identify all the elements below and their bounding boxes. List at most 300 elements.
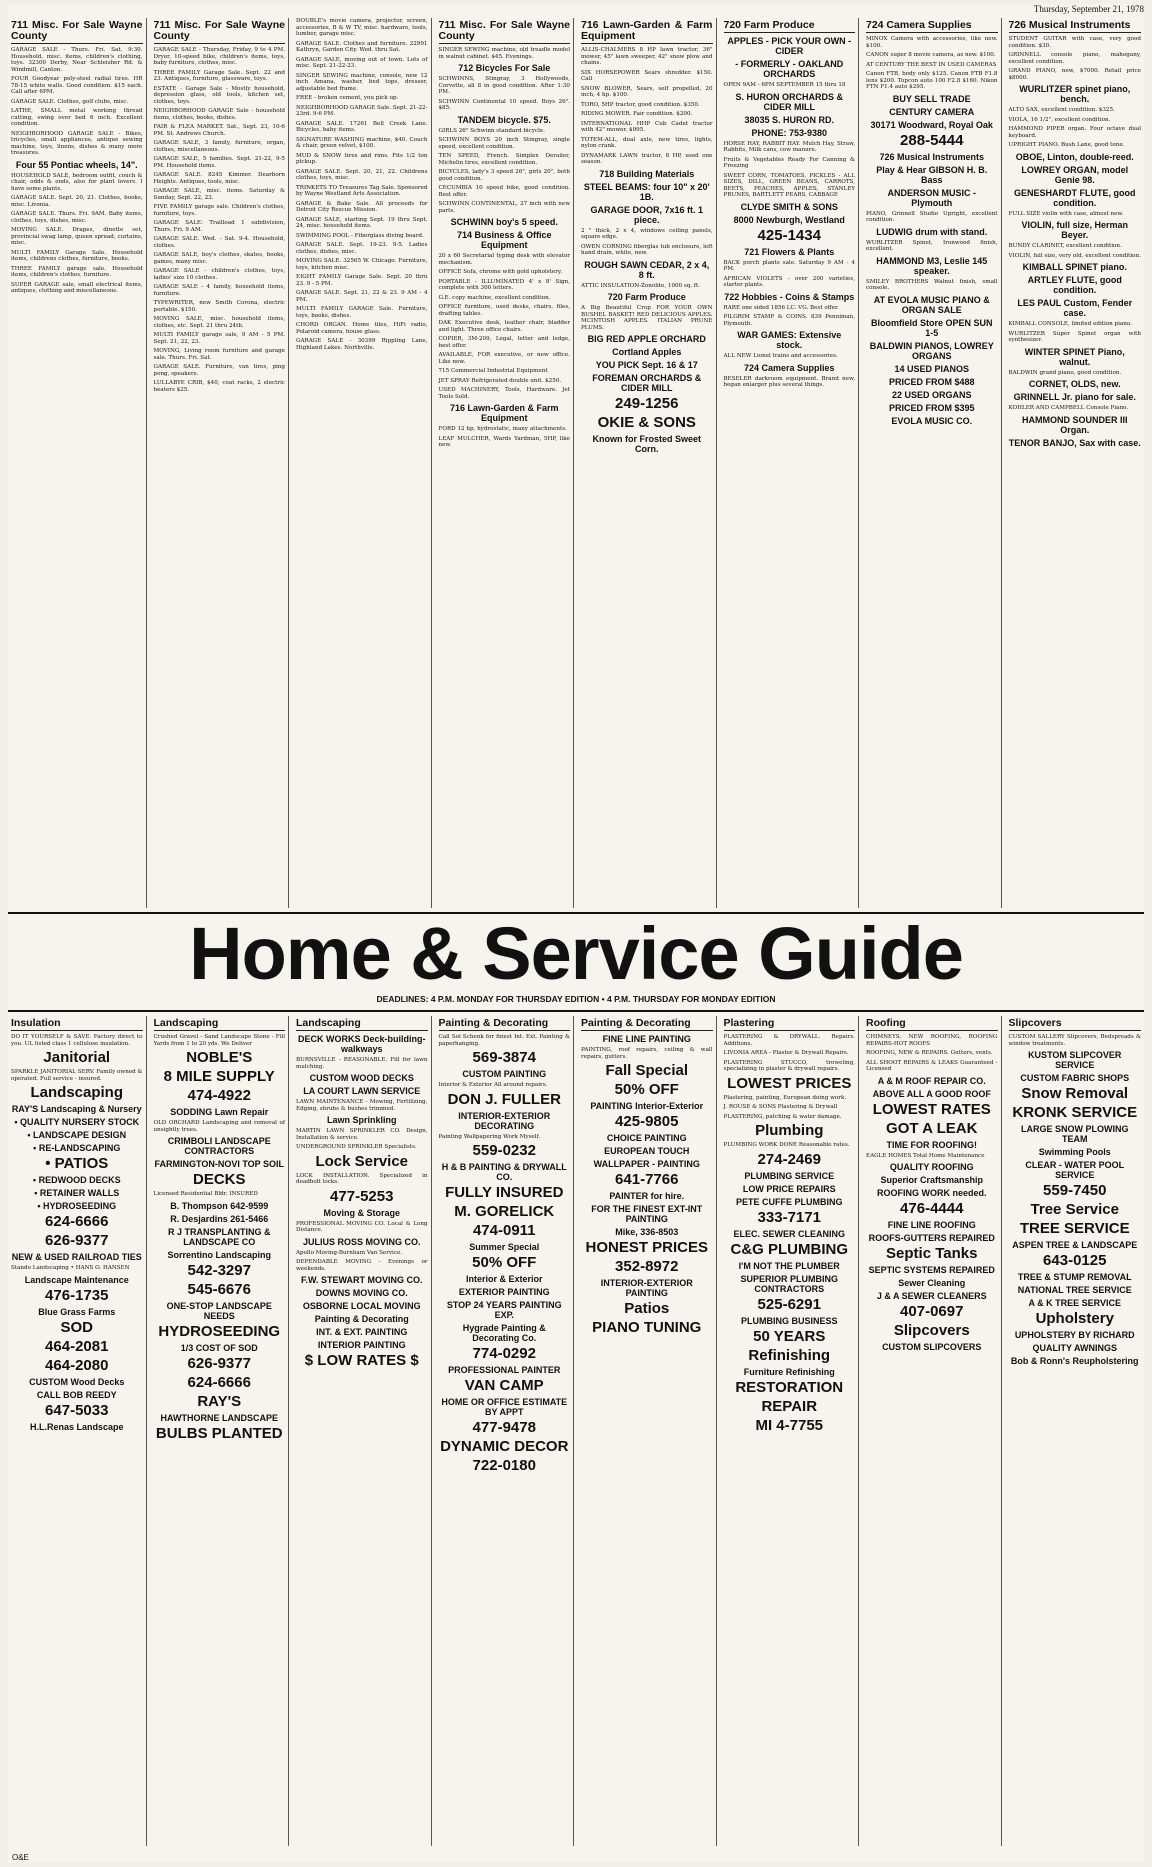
classified-ad: Landscaping [30, 1084, 123, 1101]
classified-ad: DECK WORKS Deck-building-walkways [298, 1034, 426, 1054]
classified-ad: COPIER, 3M-209, Legal, letter and ledge, best offer. [438, 336, 570, 349]
classified-ad: TRINKETS TO Treasures Tag Sale. Sponsored by Wayne Westland Arts Association. [296, 184, 428, 197]
guide-column-1 [8, 1016, 147, 1846]
classified-ad: SCHWINNS, Stingray, 3 Hollywoods, Corvette, all 8 in good condition. After 1:30 PM. [438, 76, 570, 95]
classified-ad: GRAND PIANO, new, $7000. Retail price $8000. [1008, 68, 1141, 81]
classified-ad: PORTABLE - ILLUMINATED 4' x 8' Sign, complete with 300 letters. [438, 278, 570, 291]
classified-ad: GARAGE SALE, 5 families. Sept. 21-22, 9-5 PM. Household items. [153, 156, 285, 169]
classified-ad: GARAGE & Bake Sale. All proceeds for Detroit City Rescue Mission. [296, 200, 428, 213]
classified-ad: GRINNELL Jr. piano for sale. [1013, 392, 1136, 402]
classified-ad: HAMMOND M3, Leslie 145 speaker. [876, 255, 988, 276]
classified-ad: 38035 S. HURON RD. [744, 114, 835, 125]
classified-ad: DOUBLE's movie camera, projector, screen, accessories, B & W TV, misc. hardware, tools, lumber, garage misc. [296, 18, 428, 37]
classified-ad: VAN CAMP [464, 1377, 544, 1394]
classified-ad: ALL NEW Lionel trains and accessories. [723, 353, 838, 359]
classified-ad: QUALITY ROOFING [889, 1162, 974, 1172]
classified-ad: 464-2081 [45, 1337, 109, 1355]
classified-ad: 249-1256 [615, 395, 679, 412]
classified-ad: GARAGE SALE. Wed. - Sat. 9-4. Household, clothes. [153, 236, 285, 249]
classified-ad: J. ROUSE & SONS Plastering & Drywall [723, 1104, 838, 1110]
classified-ad: Patios [624, 1300, 670, 1317]
classified-ad: 559-0232 [472, 1142, 536, 1159]
classified-ad: 425-9805 [615, 1113, 679, 1130]
classified-ad: ALL SHOOT REPAIRS & LEAKS Guaranteed - Licensed [866, 1059, 998, 1072]
classified-ad: 1/3 COST OF SOD [180, 1342, 258, 1353]
classified-ad: 30171 Woodward, Royal Oak [870, 119, 993, 130]
classified-ad: APPLES - PICK YOUR OWN - CIDER [727, 36, 852, 56]
classified-ad: ROOFS-GUTTERS REPAIRED [868, 1233, 995, 1243]
classified-ad: A Big Beautiful Crop FOR YOUR OWN BUSHEL BASKET! RED DELICIOUS APPLES. MCINTOSH APPLES. ITALIAN PRUNE PLUMS. [581, 305, 713, 331]
classified-ad: JET SPRAY Refrigerated double unit. $250. [438, 377, 562, 384]
classified-ad: GARAGE SALE. Sept. 19-23. 9-5. Ladies clothes, dishes, misc. [296, 242, 428, 255]
classified-ad: RAY'S Landscaping & Nursery [11, 1104, 142, 1114]
classified-ad: 407-0697 [900, 1303, 964, 1320]
classified-ad: SCHWINN Continental 10 speed. Boys 26". $85. [438, 98, 570, 111]
classified-ad: Summer Special [469, 1242, 540, 1252]
classified-ad: TIME FOR ROOFING! [886, 1139, 977, 1150]
category-heading: Roofing [866, 1018, 998, 1031]
classified-ad: STUDENT GUITAR with case, very good condition. $30. [1008, 36, 1141, 49]
classified-ad: GIRLS 26" Schwinn standard bicycle. [438, 127, 545, 134]
classified-ad: 726 Musical Instruments [879, 151, 985, 162]
classified-ad: SPARKLE JANITORIAL SERV. Family owned & operated. Full service - insured. [11, 1069, 143, 1082]
classified-ad: EXTERIOR PAINTING [458, 1287, 550, 1297]
classified-ad: CECUMBIA 10 speed bike, good condition. Best offer. [438, 185, 570, 198]
classified-ad: Janitorial [43, 1049, 111, 1066]
classified-ad: PAINTING Interior-Exterior [590, 1101, 704, 1111]
classified-ad: VIOLA, 16 1/2", excellent condition. [1008, 116, 1111, 123]
classified-ad: WURLITZER Super Spinet organ with synthesizer. [1008, 330, 1141, 343]
classified-ad: LEAF MULCHER, Wards Yardman, 5HP, like new. [438, 435, 570, 448]
classified-ad: 50% OFF [614, 1081, 679, 1098]
classified-ad: SNOW BLOWER, Sears, self propelled, 20 inch, 4 hp. $100. [581, 85, 713, 98]
classified-ad: BACK porch plants sale. Saturday 9 AM - 4 PM. [723, 259, 855, 272]
classified-ad: 624-6666 [187, 1373, 251, 1391]
classified-ad: Stando Landscaping • HANS O. HANSEN [11, 1265, 130, 1271]
classified-ad: OWEN CORNING fiberglas tub enclosure, left hand drain, white, new. [581, 243, 713, 256]
classified-ad: ELEC. SEWER CLEANING [733, 1228, 845, 1239]
classified-ad: INTERIOR PAINTING [317, 1340, 406, 1350]
classified-ad: Landscape Maintenance [24, 1274, 129, 1285]
classified-ad: I'M NOT THE PLUMBER [738, 1260, 840, 1271]
classified-ad: DYNAMIC DECOR [440, 1438, 569, 1455]
classified-ad: H.L.Renas Landscape [29, 1421, 124, 1432]
classified-ad: 720 Farm Produce [607, 292, 686, 302]
category-heading: 711 Misc. For Sale Wayne County [153, 19, 285, 42]
classified-ad: PLASTERING STUCCO, troweling, specializing in plaster & drywall repairs. [723, 1059, 855, 1072]
classified-ad: HAMMOND PIPER organ. Four octave dual keyboard. [1008, 126, 1141, 139]
classified-ad: 626-9377 [45, 1232, 109, 1249]
classified-ad: PLUMBING SERVICE [744, 1170, 835, 1181]
classified-ad: OLD ORCHARD Landscaping and removal of unsightly trees. [153, 1120, 285, 1133]
classified-ad: 569-3874 [472, 1049, 536, 1066]
classified-ad: Bob & Ronn's Reupholstering [1010, 1356, 1139, 1366]
classified-ad: SCHWINN CONTINENTAL, 27 inch with new parts. [438, 201, 570, 214]
classified-ad: 8 MILE SUPPLY [163, 1068, 275, 1085]
classified-ad: 718 Building Materials [599, 168, 695, 179]
classified-ad: ATTIC INSULATION-Zonolite, 1000 sq. ft. [581, 282, 701, 289]
classified-ad: STEEL BEAMS: four 10" x 20' 1B. [583, 181, 710, 202]
classified-ad: LOW PRICE REPAIRS [742, 1183, 836, 1194]
classified-ad: 474-0911 [472, 1222, 536, 1239]
classified-ad: LOWEST PRICES [727, 1074, 852, 1092]
guide-column-3 [293, 1016, 432, 1846]
classified-ad: VIOLIN, full size, Herman Beyer. [1021, 220, 1129, 240]
guide-column-2 [151, 1016, 290, 1846]
classified-ad: SIGNATURE WASHING machine, $40. Couch & chair, green velvet, $100. [296, 136, 428, 149]
classified-ad: RESTORATION [735, 1378, 844, 1396]
category-heading: Plastering [724, 1018, 856, 1031]
classified-ad: FULL SIZE violin with case, almost new. [1008, 210, 1124, 217]
classified-ad: THREE FAMILY garage sale. Household items, children's clothes, furniture. [11, 265, 143, 278]
classified-ad: ABOVE ALL A GOOD ROOF [872, 1088, 991, 1099]
classified-ad: 464-2080 [45, 1356, 109, 1374]
category-heading: 726 Musical Instruments [1009, 20, 1142, 33]
classified-ad: ALTO SAX, excellent condition. $325. [1008, 107, 1115, 113]
classified-ad: ROUGH SAWN CEDAR, 2 x 4, 8 ft. [584, 259, 710, 280]
classified-ad: F.W. STEWART MOVING CO. [301, 1275, 423, 1285]
classified-ad: MINOX Camera with accessories, like new. $100. [866, 36, 998, 49]
guide-column-6 [721, 1016, 860, 1846]
classified-ad: 647-5033 [45, 1401, 109, 1419]
classified-ad: GARAGE SALE, boy's clothes, skates, books, games, many misc. [153, 252, 285, 265]
classified-ad: LOWREY ORGAN, model Genie 98. [1021, 164, 1129, 185]
classified-ad: A & M ROOF REPAIR CO. [877, 1075, 986, 1086]
banner-title: Home & Service Guide [189, 912, 963, 995]
classified-ad: BESELER darkroom equipment. Brand new, began enlarger plus several things. [723, 375, 855, 388]
classified-ad: UPRIGHT PIANO. Bush Lane, good tone. [1008, 142, 1125, 148]
classified-ad: • HYDROSEEDING [37, 1201, 117, 1211]
classified-ad: OKIE & SONS [597, 414, 696, 431]
classified-ad: BULBS PLANTED [155, 1424, 283, 1442]
classified-ad: AT CENTURY THE BEST IN USED CAMERAS [866, 61, 997, 68]
column-5 [578, 18, 717, 908]
classified-ad: 477-9478 [472, 1419, 536, 1436]
classified-ad: GARAGE SALE. 8245 Kimmer. Dearborn Heights. Antiques, tools, misc. [153, 172, 285, 185]
page-header: Thursday, September 21, 1978 [1033, 4, 1144, 14]
classified-ad: J & A SEWER CLEANERS [876, 1291, 987, 1301]
classified-ad: Four 55 Pontiac wheels, 14". [15, 159, 138, 170]
guide-column-8 [1006, 1016, 1145, 1846]
classified-ad: GOT A LEAK [886, 1119, 978, 1137]
classified-ad: THREE FAMILY Garage Sale. Sept. 22 and 23. Antiques, furniture, glassware, toys. [153, 69, 285, 82]
classified-ad: LES PAUL Custom, Fender case. [1017, 298, 1133, 318]
classified-ad: Apollo Moving-Burnham Van Service. [296, 1249, 403, 1256]
column-3 [293, 18, 432, 908]
classified-ad: NEIGHBORHOOD GARAGE Sale - household items, clothes, books, dishes. [153, 108, 285, 121]
classified-ad: FIVE FAMILY garage sale. Children's clothes, furniture, toys. [153, 204, 285, 217]
classified-ad: NEIGHBORHOOD GARAGE Sale. Sept. 21-22-23rd. 9-6 PM. [296, 104, 428, 117]
classified-ad: Known for Frosted Sweet Corn. [592, 434, 701, 454]
classified-ad: CLYDE SMITH & SONS [740, 201, 838, 212]
classified-ad: B. Thompson 642-9599 [170, 1200, 269, 1211]
classified-ad: C&G PLUMBING [730, 1240, 848, 1258]
category-heading: Landscaping [296, 1018, 428, 1031]
column-6 [721, 18, 860, 908]
classified-ad: DECKS [192, 1171, 246, 1188]
classified-ad: INT. & EXT. PAINTING [316, 1327, 408, 1337]
classified-ad: Refinishing [748, 1346, 831, 1364]
classified-ad: PETE CUFFE PLUMBING [735, 1196, 843, 1207]
classified-ad: Moving & Storage [323, 1207, 400, 1218]
classified-ad: GARAGE SALE, moving out of town. Lots of misc. Sept. 21-22-23. [296, 56, 428, 69]
classified-ad: CUSTOM Wood Decks [29, 1376, 125, 1387]
classified-ad: GARAGE SALE. Sept. 21, 22 & 23. 9 AM - 4 PM. [296, 290, 428, 303]
classified-ad: FOREMAN ORCHARDS & CIDER MILL [592, 373, 702, 393]
classified-ad: SIX HORSEPOWER Sears shredder. $150. Call [581, 69, 713, 82]
classified-ad: PAINTER for hire. [609, 1191, 685, 1201]
classified-ad: Mike, 336-8503 [615, 1227, 679, 1237]
classified-ad: REPAIR [761, 1397, 818, 1415]
classified-ad: Plumbing [755, 1122, 824, 1139]
classified-ad: ROOFING, NEW & REPAIRS. Gutters, vents. [866, 1050, 993, 1056]
classified-ad: R J TRANSPLANTING & LANDSCAPE CO [167, 1226, 271, 1247]
classified-ad: LOCK INSTALLATION. Specialized in deadbolt locks. [296, 1172, 428, 1185]
classified-ad: SUPERIOR PLUMBING CONTRACTORS [740, 1273, 838, 1294]
classified-ad: GARAGE SALE, starting Sept. 19 thru Sept. 24, misc. household items. [296, 216, 428, 229]
classified-ad: • REDWOOD DECKS [32, 1175, 121, 1185]
classified-ad: NEW & USED RAILROAD TIES [11, 1252, 142, 1262]
classified-ad: CUSTOM SLIPCOVERS [882, 1342, 982, 1352]
classified-ad: 50% OFF [472, 1254, 537, 1271]
classified-ad: INTERIOR-EXTERIOR DECORATING [458, 1110, 551, 1131]
classified-ad: • RE-LANDSCAPING [33, 1143, 121, 1153]
classified-ad: YOU PICK Sept. 16 & 17 [595, 360, 698, 370]
classified-ad: • QUALITY NURSERY STOCK [14, 1117, 140, 1127]
classified-ad: R. Desjardins 261-5466 [170, 1213, 269, 1224]
classified-ad: FORD 12 hp, hydrostatic, many attachments. [438, 426, 567, 432]
classified-ad: TANDEM bicycle. $75. [457, 114, 551, 125]
classified-ad: MOVING SALE, misc. household items, clothes, etc. Sept. 21 thru 24th. [153, 316, 285, 329]
category-heading: Slipcovers [1009, 1018, 1142, 1031]
classified-ad: DYNAMARK LAWN tractor, 8 HP, used one season. [581, 152, 713, 165]
classified-ad: USED MACHINERY, Tools, Hardware. Jet Tools Sold. [438, 387, 570, 400]
classified-ad: A & K TREE SERVICE [1028, 1298, 1122, 1308]
classified-ad: SCHWINN BOYS 20 inch Stingray, single speed, excellent condition. [438, 137, 570, 150]
category-heading: 716 Lawn-Garden & Farm Equipment [581, 19, 713, 42]
classified-ad: Swimming Pools [1038, 1147, 1111, 1157]
classified-ad: AT EVOLA MUSIC PIANO & ORGAN SALE [873, 294, 990, 315]
classified-ad: WAR GAMES: Extensive stock. [737, 330, 842, 350]
classified-ad: RARE one sided 1856 LC. VG. Best offer. [723, 304, 839, 311]
column-2 [151, 18, 290, 908]
column-1 [8, 18, 147, 908]
classified-ad: OFFICE furniture, used desks, chairs, files, drafting tables. [438, 304, 570, 317]
classified-ad: Fall Special [605, 1062, 689, 1079]
classified-ad: GARAGE SALE - Thurs. Fri. Sat. 9:30. Household, misc. items, children's clothing, toys. 32300 Derby, Near Schleisher Rd. & Windmill, Canton. [11, 47, 143, 73]
classified-ad: Play & Hear GIBSON H. B. Bass [876, 164, 988, 185]
classified-ad: 476-4444 [900, 1200, 964, 1217]
classified-ad: 721 Flowers & Plants [744, 246, 835, 257]
classified-ad: DEPENDABLE MOVING - Evenings or weekends. [296, 1259, 428, 1272]
classified-ad: Hygrade Painting & Decorating Co. [462, 1323, 546, 1343]
classified-ad: CUSTOM FABRIC SHOPS [1020, 1073, 1130, 1083]
classified-ad: GARAGE SALE - 30399 Rippling Lane, Highland Lakes. Northville. [296, 338, 428, 351]
classified-ad: EAGLE HOMES Total Home Maintenance [866, 1152, 985, 1159]
classified-ad: TREE SERVICE [1019, 1220, 1130, 1237]
classified-ad: 8000 Newburgh, Westland [733, 214, 845, 225]
classified-ad: Interior & Exterior [465, 1274, 543, 1284]
classified-ad: Lawn Sprinkling [326, 1115, 397, 1125]
classified-ad: HAMMOND SOUNDER III Organ. [1022, 414, 1128, 435]
classified-ad: FARMINGTON-NOVI TOP SOIL [154, 1159, 284, 1169]
classified-ad: TOTEM-ALL, dual axle, new tires, lights, nylon crank. [581, 136, 713, 149]
classified-ad: MI 4-7755 [755, 1416, 824, 1434]
classified-ad: Plastering, painting, European doing work. [723, 1094, 847, 1101]
classified-ad: LARGE SNOW PLOWING TEAM [1021, 1124, 1129, 1144]
classified-ad: GARAGE SALE. Clothes, golf clubs, misc. [11, 98, 129, 105]
classified-ad: - FORMERLY - OAKLAND ORCHARDS [735, 59, 844, 79]
classified-ad: 525-6291 [757, 1295, 821, 1313]
classified-ad: S. HURON ORCHARDS & CIDER MILL [735, 91, 843, 112]
classified-ad: PAINTING, roof repairs, ceiling & wall repairs, gutters. [581, 1047, 713, 1060]
classified-ad: BUNDY CLARINET, excellent condition. [1008, 243, 1122, 249]
classified-ad: ARTLEY FLUTE, good condition. [1027, 275, 1122, 295]
classified-ad: FAIR & FLEA MARKET. Sat., Sept. 23, 10-6 PM. St. Andrews Church. [153, 124, 285, 137]
classified-ad: Call Sol Schenk for finest Int. Ext. Painting & paperhanging. [438, 1034, 570, 1047]
classified-ad: 274-2469 [757, 1150, 821, 1168]
classified-ad: Upholstery [1035, 1310, 1114, 1327]
classified-ad: TEN SPEED, French. Simplex Derailer, Michelin tires, excellent condition. [438, 153, 570, 166]
classified-ad: ONE-STOP LANDSCAPE NEEDS [166, 1300, 272, 1321]
classified-ad: LAWN MAINTENANCE - Mowing, Fertilizing, Edging, shrubs & bushes trimmed. [296, 1099, 428, 1112]
classified-ad: CANON super 8 movie camera, as new. $100. [866, 52, 996, 58]
classified-ad: LATHE, SMALL metal working thread cutting, swing over bed 6 inch. Excellent condition. [11, 108, 143, 127]
classified-ad: 774-0292 [472, 1345, 536, 1362]
classified-ad: 545-6676 [187, 1280, 251, 1298]
classified-ad: ALLIS-CHALMERS 8 HP lawn tractor, 36" mower, 45" lawn sweeper, 42" snow plow and chains. [581, 47, 713, 66]
classified-ad: ESTATE - Garage Sale - Mostly household, depression glass, old tools, kitchen set, clothes, toys. [153, 85, 285, 105]
classified-ad: UNDERGROUND SPRINKLER Specialists. [296, 1144, 417, 1150]
classified-ad: • LANDSCAPE DESIGN [27, 1130, 127, 1140]
classified-ad: LUDWIG drum with stand. [876, 226, 988, 237]
column-8 [1006, 18, 1145, 908]
classified-ad: GENESHARDT FLUTE, good condition. [1014, 187, 1136, 208]
classified-ad: • RETAINER WALLS [34, 1188, 120, 1198]
classified-ad: QUALITY AWNINGS [1032, 1343, 1117, 1353]
classified-ad: 641-7766 [615, 1171, 679, 1188]
classified-ad: 716 Lawn-Garden & Farm Equipment [449, 403, 559, 423]
classified-ad: Interior & Exterior All around repairs. [438, 1082, 548, 1088]
classified-ad: RAY'S [197, 1392, 242, 1410]
classified-ad: TENOR BANJO, Sax with case. [1008, 437, 1141, 448]
category-heading: 720 Farm Produce [724, 20, 856, 33]
classified-ad: MARTIN LAWN SPRINKLER CO. Design, Installation & service. [296, 1128, 428, 1141]
classified-ad: KOHLER AND CAMPBELL Console Piano. [1008, 405, 1129, 411]
classified-ad: GARAGE SALE - 4 family, household items, furniture. [153, 284, 285, 297]
classified-ad: Canon FTB, body only $125. Canon FTB F1.8 lens $200. Topcon auto 100 F2.8 $160. Nikon FTN F1.4 auto $295. [866, 71, 998, 90]
classified-ad: CUSTOM SALLERY Slipcovers, Bedspreads & window treatments. [1008, 1034, 1141, 1047]
classified-ad: GARAGE SALE. Clothes and furniture. 22991 Kathryn, Garden City. Wed. thru Sat. [296, 40, 428, 53]
classified-ad: GARAGE SALE: Trailload 1 subdivision, Thurs. Fri. 9 AM. [153, 220, 285, 233]
classified-ad: GARAGE SALE. Furniture, van tires, ping pong, speakers. [153, 364, 285, 377]
classified-ad: GARAGE SALE - children's clothes, toys, ladies' size 10 clothes. [153, 268, 285, 281]
classified-ad: CALL BOB REEDY [36, 1389, 117, 1400]
classified-ad: GARAGE SALE. Thurs. Fri. 9AM. Baby items, clothes, toys, dishes, misc. [11, 211, 143, 224]
classified-ad: 542-3297 [187, 1261, 251, 1279]
classified-ad: 559-7450 [1043, 1182, 1107, 1199]
classified-ad: Furniture Refinishing [743, 1366, 835, 1377]
classified-ad: GRINNELL console piano, mahogany, excellent condition. [1008, 52, 1141, 65]
classified-ad: GARAGE SALE - Thursday, Friday, 9 to 4 PM. Dryer, 10-speed bike, children's items, toys, baby furniture, clothes, misc. [153, 47, 285, 66]
classified-ad: CHORD ORGAN. Home tiles, HiFi radio, Polaroid camera, house glass. [296, 322, 428, 335]
classified-ad: INTERIOR-EXTERIOR PAINTING [600, 1278, 693, 1298]
classified-ad: BALDWIN PIANOS, LOWREY ORGANS [869, 340, 994, 361]
classified-ad: Painting & Decorating [314, 1314, 409, 1324]
classified-ad: CHIMNEYS, NEW ROOFING, ROOFING REPAIRS-HOT ROOFS [866, 1034, 998, 1047]
category-heading: 711 Misc. For Sale Wayne County [438, 19, 570, 42]
classified-ad: CORNET, OLDS, new. [1028, 379, 1121, 389]
classified-ad: KIMBALL CONSOLE, limited edition piano. [1008, 321, 1132, 327]
classified-ad: RIDING MOWER. Fair condition. $200. [581, 111, 693, 117]
classified-ad: CRIMBOLI LANDSCAPE CONTRACTORS [167, 1136, 271, 1156]
classified-ad: NEIGHBORHOOD GARAGE SALE - Bikes, tricycles, small appliances, antique sewing machine, toys, linens, dishes & many more treasures. [11, 130, 143, 156]
classified-ad: FOUR Goodyear poly-steel radial tires. HR 78-15 white walls. Good condition. $15 each. Call after 6PM. [11, 76, 143, 95]
classified-ad: 722-0180 [472, 1457, 536, 1474]
classified-ad: PROFESSIONAL PAINTER [448, 1365, 561, 1375]
classified-ad: TREE & STUMP REMOVAL [1017, 1272, 1132, 1282]
classified-ad: Sorrentino Landscaping [167, 1249, 271, 1260]
classified-ad: MOVING, Living room furniture and garage sale. Thurs. Fri. Sat. [153, 348, 285, 361]
classified-ad: PLASTERING, patching & water damage. [723, 1113, 842, 1120]
classified-ad: SODDING Lawn Repair [170, 1107, 269, 1117]
classified-ad: 714 Business & Office Equipment [456, 230, 552, 250]
service-guide-section [8, 1016, 1144, 1846]
classified-ad: ASPEN TREE & LANDSCAPE [1012, 1240, 1138, 1250]
category-heading: Insulation [11, 1018, 143, 1031]
classified-ad: HAWTHORNE LANDSCAPE [160, 1412, 278, 1423]
column-7 [863, 18, 1002, 908]
classified-ad: PIANO, Grinnell Studio Upright, excellent condition. [866, 210, 998, 223]
classified-ad: 50 YEARS [753, 1327, 826, 1345]
classified-ad: 724 Camera Supplies [743, 362, 835, 373]
classified-ad: 477-5253 [330, 1187, 394, 1205]
classified-ad: SOD [60, 1318, 93, 1336]
classified-ad: BALDWIN grand piano, good condition. [1008, 369, 1122, 376]
classified-ad: 712 Bicycles For Sale [458, 63, 551, 73]
classified-ad: PROFESSIONAL MOVING CO. Local & Long Distance. [296, 1220, 428, 1233]
classified-ad: GARAGE SALE. 17261 Bell Creek Lane. Bicycles, baby items. [296, 120, 428, 133]
classified-ad: GARAGE SALE. Sept. 20, 21. Clothes, books, misc. Livonia. [11, 195, 143, 208]
classified-ad: WURLITZER spinet piano, bench. [1019, 84, 1131, 104]
classified-ad: VIOLIN, full size, very old, excellent condition. [1008, 252, 1141, 259]
classified-ad: HYDROSEEDING [158, 1322, 281, 1340]
classified-ad: SWIMMING POOL - Fiberglass diving board. [296, 232, 424, 239]
classified-ad: GARAGE SALE, 3 family, furniture, organ, clothes, miscellaneous. [153, 140, 285, 153]
classified-ad: Fruits & Vegetables Ready For Canning & Freezing [723, 156, 855, 169]
classified-ad: CUSTOM PAINTING [462, 1069, 547, 1079]
classified-ad: BICYCLES, lady's 3 speed 26", girls 20", both good condition. [438, 169, 570, 182]
classified-ad: 626-9377 [187, 1354, 251, 1372]
classified-ad: GARAGE SALE. Sept. 20, 21, 22. Childrens clothes, toys, misc. [296, 168, 428, 181]
classified-ad: G.E. copy machine, excellent condition. [438, 294, 551, 301]
classified-ad: PRICED FROM $488 [888, 376, 975, 387]
classified-ad: CLEAR - WATER POOL SERVICE [1025, 1160, 1125, 1180]
classified-ad: SCHWINN boy's 5 speed. [450, 217, 558, 227]
classified-ad: 474-4922 [187, 1087, 251, 1104]
classified-ad: BUY SELL TRADE [892, 93, 971, 104]
classified-ad: PILGRIM STAMP & COINS. 839 Penniman, Plymouth. [723, 314, 855, 327]
classified-ad: TYPEWRITER, new Smith Corona, electric portable. $150. [153, 300, 285, 313]
home-service-guide-banner [8, 912, 1144, 1012]
classified-ad: HOME OR OFFICE ESTIMATE BY APPT [441, 1397, 568, 1417]
classified-ad: KUSTOM SLIPCOVER SERVICE [1028, 1050, 1122, 1070]
classified-ad: NATIONAL TREE SERVICE [1017, 1285, 1132, 1295]
classified-ad: MOVING SALE. 32565 W. Chicago. Furniture, toys, kitchen misc. [296, 258, 428, 271]
classified-ad: Tree Service [1030, 1201, 1119, 1218]
classified-ad: Painting Wallpapering Work Myself. [438, 1133, 541, 1140]
classified-ad: Sewer Cleaning [898, 1278, 966, 1288]
